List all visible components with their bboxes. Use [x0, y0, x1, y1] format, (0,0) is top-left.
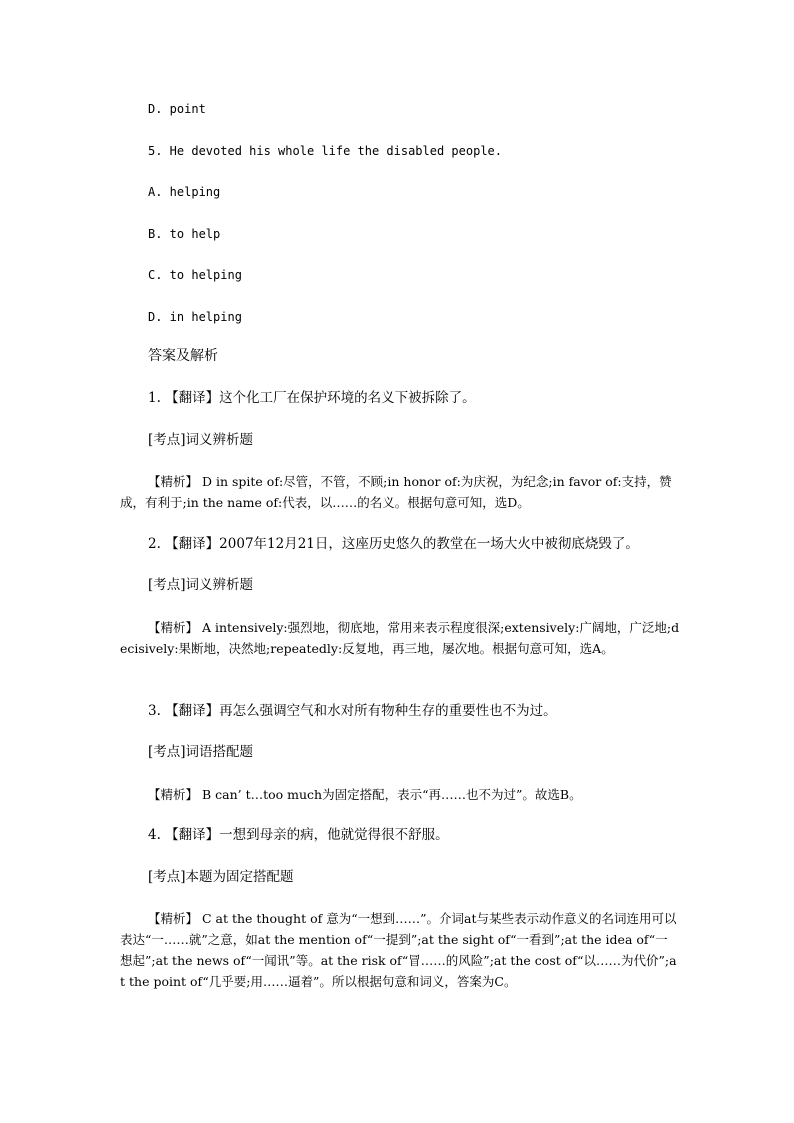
option-q5-c: C. to helping: [148, 268, 242, 282]
item-3-kaodian: [考点]词语搭配题: [148, 744, 254, 760]
option-q5-b: B. to help: [148, 227, 221, 241]
item-2-kaodian: [考点]词义辨析题: [148, 577, 254, 593]
item-3-translation: 3. 【翻译】再怎么强调空气和水对所有物种生存的重要性也不为过。: [148, 703, 557, 719]
option-q5-a: A. helping: [148, 185, 221, 199]
item-1-kaodian: [考点]词义辨析题: [148, 432, 254, 448]
item-1-jingxi: 【精析】 D in spite of:尽管，不管，不顾;in honor of:为庆祝，为纪念;in favor of:支持，赞成，有利于;in the name of:代表，以……的名义。根据句意可知，选D。: [120, 474, 672, 510]
item-3-jingxi: 【精析】 B can’ t…too much为固定搭配，表示“再……也不为过”。故选B。: [148, 787, 582, 802]
item-2-translation: 2. 【翻译】2007年12月21日，这座历史悠久的教堂在一场大火中被彻底烧毁了。: [148, 536, 639, 552]
item-1-translation: 1. 【翻译】这个化工厂在保护环境的名义下被拆除了。: [148, 390, 476, 406]
option-q4-d: D. point: [148, 102, 206, 116]
item-4-translation: 4. 【翻译】一想到母亲的病，他就觉得很不舒服。: [148, 827, 449, 843]
item-2-jingxi: 【精析】 A intensively:强烈地，彻底地，常用来表示程度很深;extensively:广阔地，广泛地;decisively:果断地，决然地;repeatedly:反复地，再三地，屡次地。根据句意可知，选A。: [120, 620, 680, 656]
item-4-kaodian: [考点]本题为固定搭配题: [148, 869, 294, 885]
option-q5-d: D. in helping: [148, 310, 242, 324]
item-4-jingxi: 【精析】 C at the thought of 意为“一想到……”。介词at与某些表示动作意义的名词连用可以表达“一……就”之意，如at the mention of“一提到”;at the sight of“一看到”;at the idea of“一想起”;at the news of“一闻讯”等。at the risk of“冒……的风险”;at the cost of“以……为代价”;at the point of“几乎要;用……逼着”。所以根据句意和词义，答案为C。: [120, 911, 677, 989]
answers-heading: 答案及解析: [148, 348, 218, 364]
question-5-stem: 5. He devoted his whole life the disabled people.: [148, 144, 503, 158]
